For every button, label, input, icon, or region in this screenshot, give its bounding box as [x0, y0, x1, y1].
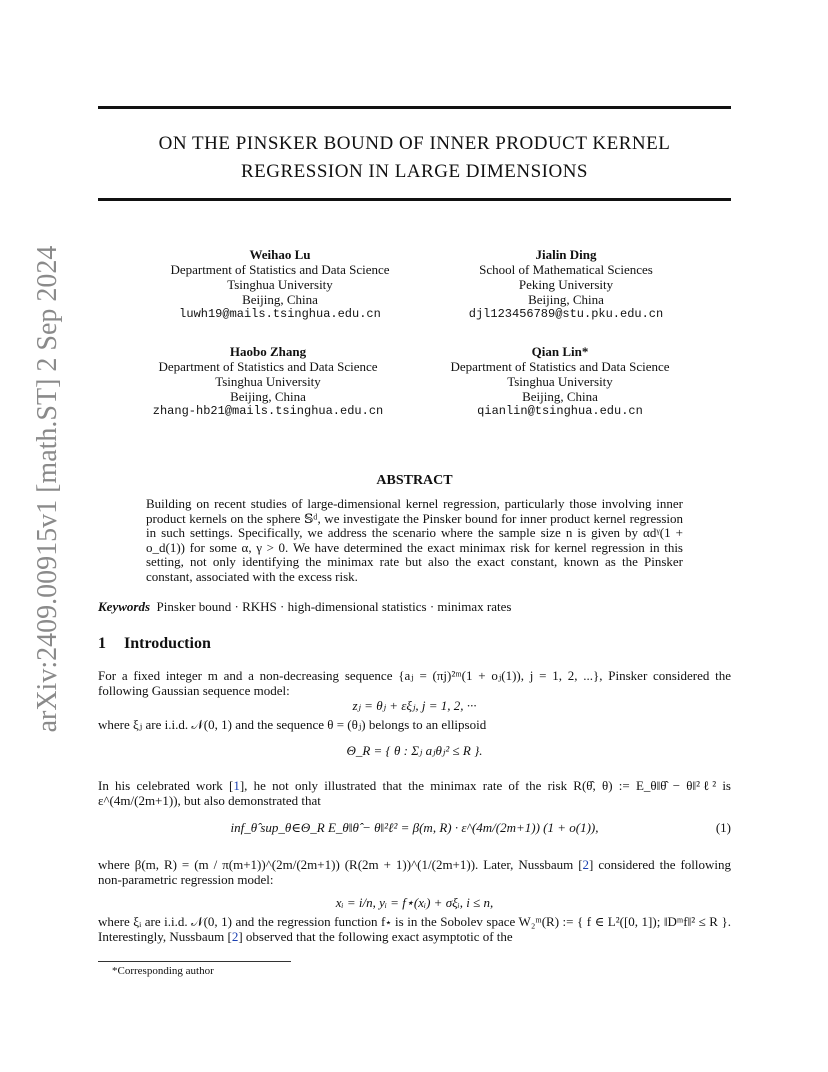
author-name: Haobo Zhang: [229, 344, 307, 359]
arxiv-identifier: arXiv:2409.00915v1 [math.ST] 2 Sep 2024: [32, 245, 63, 733]
abstract-heading: ABSTRACT: [376, 473, 453, 488]
abstract-body: Building on recent studies of large-dimensional kernel regression, particularly those involving inner product kernels on the sphere 𝕊ᵈ, we investigate the Pinsker bound for inner product kernel regression in such settings. Specifically, we address the scenario where the sample size n is given by αdᵞ(1 + o_d(1)) for some α, γ > 0. We have determined the exact minimax risk for kernel regression in this setting, not only identifying the minimax rate but also the exact constant, known as the Pinsker constant, associated with the excess risk.: [146, 496, 683, 584]
author-department: School of Mathematical Sciences: [479, 262, 653, 277]
paper-title-line-1: ON THE PINSKER BOUND OF INNER PRODUCT KERNEL: [158, 133, 671, 154]
author-email[interactable]: djl123456789@stu.pku.edu.cn: [468, 307, 664, 321]
equation-number: (1): [715, 820, 731, 835]
footnote: *Corresponding author: [112, 965, 214, 977]
paragraph-5: [98, 914, 731, 944]
title-top-rule: [98, 106, 731, 109]
paragraph-4-text: where β(m, R) = (m / π(m+1))^(2m/(2m+1)) (R(2m + 1))^(1/(2m+1)). Later, Nussbaum [: [98, 857, 583, 872]
keywords-text: Pinsker bound · RKHS · high-dimensional statistics · minimax rates: [156, 599, 512, 614]
footnote-rule: [98, 961, 291, 962]
author-institution: Tsinghua University: [507, 374, 613, 389]
author-institution: Peking University: [518, 277, 614, 292]
author-location: Beijing, China: [522, 389, 598, 404]
author-email[interactable]: luwh19@mails.tsinghua.edu.cn: [179, 307, 381, 321]
title-bottom-rule: [98, 198, 731, 201]
author-name: Weihao Lu: [249, 247, 311, 262]
section-number: 1: [98, 635, 106, 652]
section-heading: [98, 635, 211, 653]
citation-link[interactable]: 2: [582, 857, 590, 872]
author-location: Beijing, China: [230, 389, 306, 404]
author-block-4: [410, 344, 710, 419]
paragraph-4-text: ] considered the following non-parametric regression model:: [98, 857, 731, 887]
author-department: Department of Statistics and Data Science: [158, 359, 378, 374]
keywords-label: Keywords: [98, 599, 150, 614]
equation-minimax: inf_θ̂ sup_θ∈Θ_R E_θ‖θ̂ − θ‖²ℓ² = β(m, R) · ε^(4m/(2m+1)) (1 + o(1)),: [230, 820, 599, 835]
author-department: Department of Statistics and Data Science: [450, 359, 670, 374]
citation-link[interactable]: 2: [231, 929, 239, 944]
equation-ellipsoid: Θ_R = { θ : Σⱼ aⱼθⱼ² ≤ R }.: [346, 743, 483, 758]
paragraph-2: where ξⱼ are i.i.d. 𝒩(0, 1) and the sequence θ = (θⱼ) belongs to an ellipsoid: [98, 717, 487, 732]
paragraph-4: [98, 857, 731, 887]
paragraph-3: [98, 778, 731, 808]
author-location: Beijing, China: [242, 292, 318, 307]
author-name: Jialin Ding: [535, 247, 597, 262]
author-block-3: [118, 344, 418, 419]
author-block-2: [416, 247, 716, 322]
citation-link[interactable]: 1: [233, 778, 240, 793]
equation-regression-model: xᵢ = i/n, yᵢ = f⋆(xᵢ) + σξᵢ, i ≤ n,: [335, 895, 494, 910]
author-location: Beijing, China: [528, 292, 604, 307]
author-block-1: [130, 247, 430, 322]
keywords-line: [98, 599, 731, 615]
paragraph-3-text: In his celebrated work [: [98, 778, 234, 793]
paragraph-5-text: where ξᵢ are i.i.d. 𝒩(0, 1) and the regression function f⋆ is in the Sobolev space W₂ᵐ(R) := { f ∈ L²([0, 1]); ‖Dᵐf‖² ≤ R }. Interestingly, Nussbaum [: [98, 914, 731, 944]
paragraph-5-text: ] observed that the following exact asymptotic of the: [238, 929, 513, 944]
equation-sequence-model: zⱼ = θⱼ + εξⱼ, j = 1, 2, ···: [352, 698, 477, 713]
author-email[interactable]: qianlin@tsinghua.edu.cn: [477, 404, 643, 418]
author-name: Qian Lin*: [531, 344, 589, 359]
paragraph-3-text: ], he not only illustrated that the minimax rate of the risk R(θ̂, θ) := E_θ‖θ̂ − θ‖²ℓ² is ε^(4m/(2m+1)), but also demonstrated that: [98, 778, 731, 808]
section-title: Introduction: [124, 635, 211, 652]
author-email[interactable]: zhang-hb21@mails.tsinghua.edu.cn: [152, 404, 384, 418]
paper-title-line-2: REGRESSION IN LARGE DIMENSIONS: [241, 161, 588, 182]
author-institution: Tsinghua University: [215, 374, 321, 389]
author-department: Department of Statistics and Data Science: [170, 262, 390, 277]
author-institution: Tsinghua University: [227, 277, 333, 292]
paragraph-1: For a fixed integer m and a non-decreasing sequence {aⱼ = (πj)²ᵐ(1 + oⱼ(1)), j = 1, 2, ...}, Pinsker considered the following Gaussian sequence model:: [98, 668, 731, 698]
